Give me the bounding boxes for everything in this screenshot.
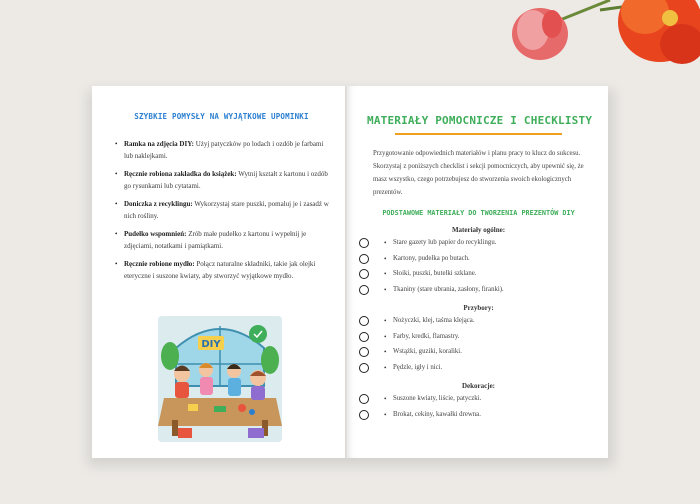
checklist-item	[367, 253, 590, 269]
group-title: Przybory:	[463, 304, 494, 312]
checkbox-circle[interactable]	[359, 394, 369, 404]
checkbox-circle[interactable]	[359, 285, 369, 295]
bullet-icon: •	[384, 317, 387, 325]
checklist-item	[367, 237, 590, 253]
poppy-flowers-decoration	[500, 0, 700, 90]
bullet-icon: •	[384, 395, 387, 403]
checklist-item-label: Nożyczki, klej, taśma klejąca.	[393, 317, 475, 324]
checklist-item-label: Farby, kredki, flamastry.	[393, 332, 460, 340]
bullet-icon: •	[384, 410, 387, 419]
diy-kids-illustration	[158, 316, 282, 442]
checkbox-circle[interactable]	[359, 254, 369, 264]
bullet-icon: •	[115, 170, 118, 178]
right-page	[347, 86, 608, 458]
idea-name: Ręcznie robiona zakładka do książek:	[124, 170, 237, 178]
checklist-item-label: Tkaniny (stare ubrania, zasłony, firanki).	[393, 285, 504, 293]
group-title: Materiały ogólne:	[451, 226, 506, 234]
bullet-icon: •	[115, 200, 118, 208]
checkbox-circle[interactable]	[359, 363, 369, 373]
checklist-item	[367, 346, 590, 362]
checkbox-circle[interactable]	[359, 316, 369, 326]
checklist-item	[367, 315, 590, 331]
illustration-diy-label: DIY	[201, 339, 221, 350]
idea-text: Wykorzystaj stare puszki, pomaluj je i zasadź w nich rośliny.	[124, 200, 329, 220]
bullet-icon: •	[384, 270, 387, 278]
bullet-icon: •	[384, 254, 387, 263]
checklist-item-label: Wstążki, guziki, koraliki.	[393, 348, 462, 355]
list-item	[115, 139, 329, 162]
checklist-item-label: Kartony, pudełka po butach.	[393, 254, 470, 262]
checkbox-circle[interactable]	[359, 332, 369, 342]
bullet-icon: •	[115, 140, 118, 148]
idea-text: Zrób małe pudełko z kartonu i wypełnij je zdjęciami, notatkami i pamiątkami.	[124, 230, 307, 250]
idea-name: Doniczka z recyklingu:	[124, 200, 193, 208]
checklist-item	[367, 268, 590, 284]
checkbox-circle[interactable]	[359, 269, 369, 279]
checklist-item	[367, 284, 590, 300]
checklist-item	[367, 393, 590, 409]
list-item	[115, 199, 329, 222]
checklist-group-general	[367, 226, 590, 299]
materials-subtitle: PODSTAWOWE MATERIAŁY DO TWORZENIA PREZENTÓW DIY	[382, 209, 575, 217]
left-page-title: SZYBKIE POMYSŁY NA WYJĄTKOWE UPOMINKI	[134, 112, 309, 121]
list-item	[115, 169, 329, 192]
checklist-group-decorations	[367, 382, 590, 424]
ideas-list	[114, 139, 329, 282]
checkbox-circle[interactable]	[359, 410, 369, 420]
idea-text: Użyj patyczków po lodach i ozdób je farbami lub naklejkami.	[124, 140, 324, 160]
list-item	[115, 229, 329, 252]
bullet-icon: •	[384, 285, 387, 294]
title-divider	[395, 133, 562, 135]
checklist-item	[367, 331, 590, 347]
checklist-item-label: Brokat, cekiny, kawałki drewna.	[393, 410, 481, 418]
checkbox-circle[interactable]	[359, 347, 369, 357]
bullet-icon: •	[384, 363, 387, 372]
checklist-item	[367, 409, 590, 425]
bullet-icon: •	[115, 260, 118, 268]
group-title: Dekoracje:	[461, 382, 496, 390]
left-page	[92, 86, 347, 458]
idea-text: Połącz naturalne składniki, takie jak olejki eteryczne i suszone kwiaty, aby stworzyć wyjątkowe mydło.	[124, 260, 316, 280]
bullet-icon: •	[384, 348, 387, 356]
right-page-title: MATERIAŁY POMOCNICZE I CHECKLISTY	[367, 114, 593, 127]
checklist-item-label: Pędzle, igły i nici.	[393, 363, 443, 371]
bullet-icon: •	[115, 230, 118, 238]
checkbox-circle[interactable]	[359, 238, 369, 248]
idea-name: Pudełko wspomnień:	[124, 230, 187, 238]
illustration-art	[158, 316, 282, 442]
idea-name: Ramka na zdjęcia DIY:	[124, 140, 194, 148]
bullet-icon: •	[384, 239, 387, 247]
checklist-group-tools	[367, 304, 590, 377]
checklist-item-label: Słoiki, puszki, butelki szklane.	[393, 270, 477, 277]
idea-text: Wytnij kształt z kartonu i ozdób go rysunkami lub cytatami.	[124, 170, 328, 190]
checklist-item-label: Stare gazety lub papier do recyklingu.	[393, 239, 497, 246]
intro-paragraph: Przygotowanie odpowiednich materiałów i planu pracy to klucz do sukcesu. Skorzystaj z poniższych checklist i sekcji pomocniczych, aby upewnić się, że masz wszystko, czego potrzebujesz do stworzenia swoich ekologicznych prezentów.	[373, 150, 584, 196]
checklist-item	[367, 362, 590, 378]
bullet-icon: •	[384, 332, 387, 341]
list-item	[115, 259, 329, 282]
idea-name: Ręcznie robione mydło:	[124, 260, 195, 268]
checklist-item-label: Suszone kwiaty, liście, patyczki.	[393, 395, 482, 402]
